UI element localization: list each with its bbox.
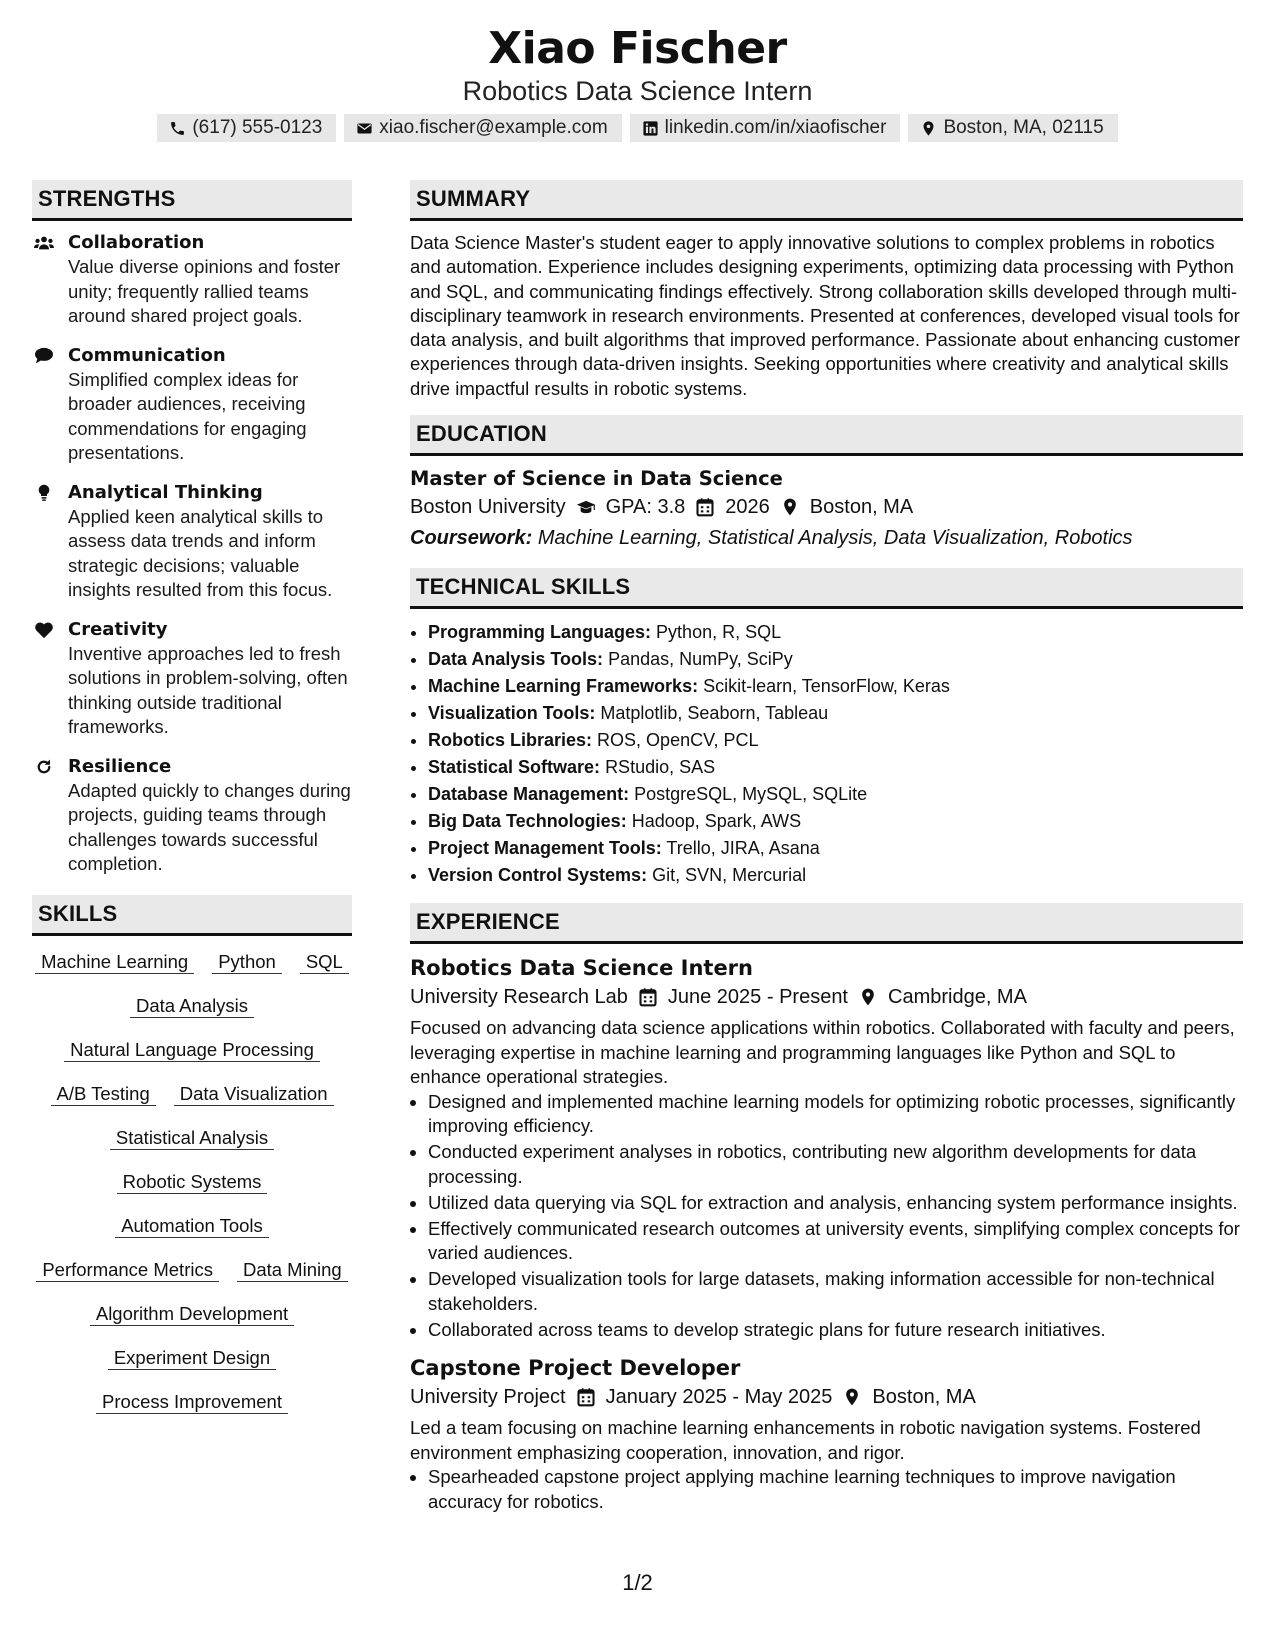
job-dates: June 2025 - Present	[667, 986, 848, 1009]
summary-heading: SUMMARY	[410, 180, 1243, 221]
skill-tag: Performance Metrics	[36, 1258, 219, 1282]
right-column	[410, 180, 1243, 1526]
contact-linkedin[interactable]	[630, 114, 901, 142]
skill-tag: Statistical Analysis	[110, 1126, 274, 1150]
contact-email-text: xiao.fischer@example.com	[379, 117, 608, 138]
education-degree: Master of Science in Data Science	[410, 467, 783, 491]
contact-phone-text: (617) 555-0123	[192, 117, 323, 138]
job-description: Led a team focusing on machine learning enhancements in robotic navigation systems. Fostered environment emphasizing cooperation, innovation, and rigor.	[410, 1417, 1201, 1463]
list-item: • Designed and implemented machine learning models for optimizing robotic processes, significantly improving efficiency.	[428, 1090, 1243, 1139]
left-column	[32, 180, 352, 1526]
technical-skills-list	[410, 619, 1243, 889]
skill-tag: Robotic Systems	[117, 1170, 268, 1194]
lightbulb-icon	[34, 484, 54, 502]
skill-tag: SQL	[300, 950, 349, 974]
tech-label: Machine Learning Frameworks:	[428, 676, 699, 697]
contact-location	[908, 114, 1117, 142]
redo-icon	[34, 758, 54, 776]
list-item: • Conducted experiment analyses in robotics, contributing new algorithm developments for data processing.	[428, 1140, 1243, 1189]
tech-value: Git, SVN, Mercurial	[652, 865, 807, 886]
strength-desc: Simplified complex ideas for broader audiences, receiving commendations for engaging presentations.	[68, 368, 307, 463]
tech-value: Pandas, NumPy, SciPy	[608, 649, 793, 670]
list-item	[428, 700, 1243, 727]
calendar-icon	[638, 987, 658, 1007]
skill-tag: Data Visualization	[174, 1082, 334, 1106]
list-item	[428, 754, 1243, 781]
technical-skills-heading: TECHNICAL SKILLS	[410, 568, 1243, 609]
skill-tag: Natural Language Processing	[64, 1038, 320, 1062]
skill-tag: Data Mining	[237, 1258, 348, 1282]
strength-desc: Inventive approaches led to fresh solutions in problem-solving, often thinking outside traditional frameworks.	[68, 642, 348, 737]
strength-name: Resilience	[68, 755, 172, 777]
job-meta	[410, 982, 1243, 1012]
strength-name: Creativity	[68, 618, 168, 640]
tech-label: Visualization Tools:	[428, 703, 596, 724]
education-gpa: GPA: 3.8	[605, 496, 686, 519]
contact-phone[interactable]	[157, 114, 336, 142]
job-description: Focused on advancing data science applications within robotics. Collaborated with faculty and peers, leveraging expertise in machine learning and programming languages like Python and SQL to enhance operational strategies.	[410, 1017, 1235, 1088]
phone-icon	[169, 120, 186, 137]
education-location: Boston, MA	[809, 496, 914, 519]
tech-label: Version Control Systems:	[428, 865, 648, 886]
list-item	[428, 619, 1243, 646]
tech-label: Big Data Technologies:	[428, 811, 627, 832]
map-marker-icon	[920, 120, 937, 137]
strengths-heading: STRENGTHS	[32, 180, 352, 221]
education-coursework	[410, 522, 1243, 554]
strength-item	[32, 344, 352, 466]
skills-heading: SKILLS	[32, 895, 352, 936]
list-item: • Utilized data querying via SQL for extraction and analysis, enhancing system performance insights.	[428, 1191, 1243, 1216]
list-item: • Collaborated across teams to develop strategic plans for future research initiatives.	[428, 1318, 1243, 1343]
tech-label: Data Analysis Tools:	[428, 649, 604, 670]
resume-body	[32, 180, 1243, 1526]
summary-text: Data Science Master's student eager to apply innovative solutions to complex problems in robotics and automation. Experience includes designing experiments, optimizing data processing with Python and SQL, and communicating findings effectively. Strong collaboration skills developed through multi-disciplinary teamwork in research environments. Presented at conferences, developed visual tools for data analysis, and built algorithms that improved performance. Passionate about enhancing customer experiences through data-driven insights. Seeking opportunities where creativity and analytical skills drive impactful results in robotic systems.	[410, 232, 1240, 399]
tech-value: PostgreSQL, MySQL, SQLite	[634, 784, 868, 805]
strength-name: Collaboration	[68, 232, 205, 253]
education-heading: EDUCATION	[410, 415, 1243, 456]
coursework-label: Coursework:	[410, 527, 533, 550]
list-item: • Spearheaded capstone project applying machine learning techniques to improve navigation accuracy for robotics.	[428, 1465, 1243, 1514]
candidate-name: Xiao Fischer	[488, 23, 787, 74]
tech-value: ROS, OpenCV, PCL	[597, 730, 759, 751]
education-school: Boston University	[410, 496, 566, 519]
tech-value: RStudio, SAS	[605, 757, 716, 778]
calendar-icon	[695, 497, 715, 517]
job-title: Capstone Project Developer	[410, 1356, 741, 1381]
strength-desc: Adapted quickly to changes during projects, guiding teams through challenges towards successful completion.	[68, 779, 351, 874]
tech-label: Programming Languages:	[428, 622, 652, 643]
list-item	[428, 727, 1243, 754]
coursework-list: Machine Learning, Statistical Analysis, Data Visualization, Robotics	[537, 527, 1133, 550]
skill-tag: A/B Testing	[51, 1082, 156, 1106]
education-meta	[410, 492, 1243, 522]
experience-heading: EXPERIENCE	[410, 903, 1243, 944]
skill-tag: Experiment Design	[108, 1346, 276, 1370]
skills-list	[32, 946, 352, 1414]
contact-linkedin-text: linkedin.com/in/xiaofischer	[664, 117, 887, 138]
skill-tag: Algorithm Development	[90, 1302, 294, 1326]
strength-item	[32, 755, 352, 877]
job-org: University Project	[410, 1386, 566, 1409]
contact-location-text: Boston, MA, 02115	[943, 117, 1104, 138]
tech-label: Project Management Tools:	[428, 838, 662, 859]
skill-tag: Python	[212, 950, 282, 974]
graduation-cap-icon	[576, 497, 596, 517]
list-item	[428, 835, 1243, 862]
tech-label: Database Management:	[428, 784, 630, 805]
skill-tag: Machine Learning	[35, 950, 194, 974]
contact-bar	[0, 114, 1275, 142]
page-number: 1/2	[622, 1570, 653, 1595]
envelope-icon	[356, 120, 373, 137]
skill-tag: Process Improvement	[96, 1390, 288, 1414]
heart-icon	[34, 621, 54, 639]
list-item	[428, 781, 1243, 808]
calendar-icon	[576, 1387, 596, 1407]
tech-value: Scikit-learn, TensorFlow, Keras	[703, 676, 950, 697]
job-title: Robotics Data Science Intern	[410, 956, 753, 981]
job-location: Cambridge, MA	[888, 986, 1027, 1009]
strength-desc: Value diverse opinions and foster unity; frequently rallied teams around shared project goals.	[68, 256, 341, 326]
job-org: University Research Lab	[410, 986, 628, 1009]
linkedin-icon	[642, 120, 659, 137]
resume-header	[0, 0, 1275, 142]
speech-bubble-icon	[34, 347, 54, 365]
job-location: Boston, MA	[872, 1386, 976, 1409]
tech-value: Python, R, SQL	[656, 622, 782, 643]
map-marker-icon	[780, 497, 800, 517]
list-item	[428, 862, 1243, 889]
strength-name: Communication	[68, 344, 226, 366]
tech-value: Hadoop, Spark, AWS	[631, 811, 802, 832]
candidate-title: Robotics Data Science Intern	[462, 76, 813, 106]
list-item: • Effectively communicated research outcomes at university events, simplifying complex concepts for varied audiences.	[428, 1217, 1243, 1266]
contact-email[interactable]	[344, 114, 621, 142]
strength-desc: Applied keen analytical skills to assess data trends and inform strategic decisions; valuable insights resulted from this focus.	[68, 505, 333, 600]
list-item	[428, 646, 1243, 673]
tech-value: Trello, JIRA, Asana	[666, 838, 820, 859]
skill-tag: Data Analysis	[130, 994, 254, 1018]
job-meta	[410, 1382, 1243, 1412]
strength-item	[32, 618, 352, 740]
job-dates: January 2025 - May 2025	[605, 1386, 833, 1409]
job-bullets	[410, 1465, 1243, 1514]
map-marker-icon	[842, 1387, 862, 1407]
strength-name: Analytical Thinking	[68, 481, 263, 503]
tech-label: Statistical Software:	[428, 757, 601, 778]
tech-value: Matplotlib, Seaborn, Tableau	[600, 703, 829, 724]
skill-tag: Automation Tools	[115, 1214, 269, 1238]
job-bullets	[410, 1090, 1243, 1343]
tech-label: Robotics Libraries:	[428, 730, 593, 751]
strength-item	[32, 231, 352, 329]
strength-item	[32, 481, 352, 603]
education-year: 2026	[725, 496, 770, 519]
list-item: • Developed visualization tools for large datasets, making information accessible for non-technical stakeholders.	[428, 1267, 1243, 1316]
map-marker-icon	[858, 987, 878, 1007]
users-icon	[34, 234, 54, 252]
list-item	[428, 808, 1243, 835]
list-item	[428, 673, 1243, 700]
